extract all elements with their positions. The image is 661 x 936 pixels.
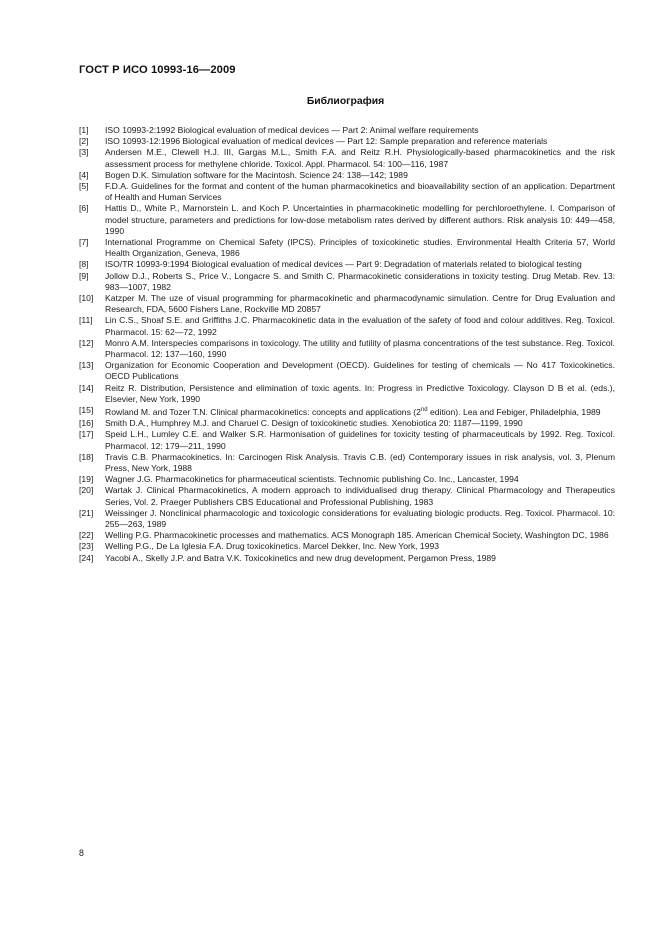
entry-text: Welling P.G. Pharmacokinetic processes and mathematics. ACS Monograph 185. American Chemical Society, Washington DC, 1986	[105, 530, 609, 541]
entry-text: Weissinger J. Nonclinical pharmacologic and toxicologic considerations for evaluating biologic products. Reg. Toxicol. Pharmacol. 10: 255—263, 1989	[105, 507, 615, 529]
bibliography-entry	[79, 203, 615, 237]
entry-text: Bogen D.K. Simulation software for the Macintosh. Science 24: 138—142; 1989	[105, 169, 408, 180]
entry-number: [7]	[79, 237, 89, 248]
entry-text: Reitz R. Distribution, Persistence and elimination of toxic agents. In: Progress in Predictive Toxicology. Clayson D B et al. (eds.), Elsevier, New York, 1990	[105, 382, 615, 404]
bibliography-list	[79, 125, 615, 564]
bibliography-entry	[79, 418, 615, 429]
bibliography-entry	[79, 452, 615, 474]
entry-number: [20]	[79, 485, 94, 496]
bibliography-entry	[79, 136, 615, 147]
entry-number: [11]	[79, 315, 93, 326]
bibliography-entry	[79, 147, 615, 169]
entry-text: Hattis D., White P., Marnorstein L. and Koch P. Uncertainties in pharmacokinetic modelling for perchloroethylene. I. Comparison of model structure, parameters and predictions for low-dose metabolism rates derived by different authors. Risk analysis 10: 449—458, 1990	[105, 203, 615, 236]
entry-text: Andersen M.E., Clewell H.J. III, Gargas M.L., Smith F.A. and Reitz R.H. Physiologically-based pharmacokinetics and the risk assessment process for methylene chloride. Toxicol. Appl. Pharmacol. 54: 100—116, 1987	[105, 147, 615, 169]
entry-number: [3]	[79, 147, 89, 158]
entry-text: Yacobi A., Skelly J.P. and Batra V.K. Toxicokinetics and new drug development, Pergamon Press, 1989	[105, 552, 496, 563]
bibliography-entry	[79, 508, 615, 530]
entry-number: [8]	[79, 259, 89, 270]
entry-text: Wartak J. Clinical Pharmacokinetics, A modern approach to individualised drug therapy. Clinical Pharmacology and Therapeutics Series, Vol. 2. Praeger Publishers CBS Educational and Professional Publishing, 1983	[105, 485, 615, 507]
bibliography-entry	[79, 553, 615, 564]
entry-text: Jollow D.J., Roberts S., Price V., Longacre S. and Smith C. Pharmacokinetic considerations in toxicity testing. Drug Metab. Rev. 13: 983—1007, 1982	[105, 270, 615, 292]
bibliography-entry	[79, 237, 615, 259]
entry-number: [10]	[79, 293, 94, 304]
bibliography-title: Библиография	[306, 96, 385, 107]
entry-number: [24]	[79, 552, 94, 563]
bibliography-entry	[79, 293, 615, 315]
entry-number: [2]	[79, 136, 89, 147]
entry-number: [18]	[79, 451, 94, 462]
bibliography-entry	[79, 405, 615, 418]
entry-text	[105, 405, 615, 418]
entry-number: [12]	[79, 337, 94, 348]
entry-number: [5]	[79, 181, 89, 192]
entry-number: [4]	[79, 169, 89, 180]
entry-text: Speid L.H., Lumley C.E. and Walker S.R. Harmonisation of guidelines for toxicity testing of pharmaceuticals by 1992. Reg. Toxicol. Pharmacol. 12: 179—211, 1990	[105, 429, 615, 451]
entry-text: Wagner J.G. Pharmacokinetics for pharmaceutical scientists. Technomic publishing Co. Inc., Lancaster, 1994	[105, 474, 519, 485]
bibliography-entry	[79, 360, 615, 382]
bibliography-entry	[79, 530, 615, 541]
entry-text-before-superscript: Rowland M. and Tozer T.N. Clinical pharmacokinetics: concepts and applications (2	[105, 406, 421, 417]
bibliography-entry	[79, 125, 615, 136]
entry-number: [16]	[79, 418, 94, 429]
entry-number: [6]	[79, 203, 89, 214]
entry-number: [22]	[79, 530, 94, 541]
entry-text: Welling P.G., De La Iglesia F.A. Drug toxicokinetics. Marcel Dekker, Inc. New York, 1993	[105, 541, 440, 552]
bibliography-entry	[79, 474, 615, 485]
bibliography-entry	[79, 383, 615, 405]
bibliography-entry	[79, 338, 615, 360]
entry-number: [1]	[79, 125, 89, 135]
entry-text: Lin C.S., Shoaf S.E. and Griffiths J.C. Pharmacokinetic data in the evaluation of the safety of food and colour additives. Reg. Toxicol. Pharmacol. 15: 62—72, 1992	[105, 315, 615, 337]
entry-number: [19]	[79, 474, 94, 485]
entry-text: Organization for Economic Cooperation and Development (OECD). Guidelines for testing of chemicals — No 417 Toxicokinetics. OECD Publications	[105, 360, 615, 382]
entry-number: [23]	[79, 541, 94, 552]
bibliography-entry	[79, 315, 615, 337]
entry-text: ISO 10993-12:1996 Biological evaluation of medical devices — Part 12: Sample preparation and reference materials	[105, 136, 548, 147]
entry-text: F.D.A. Guidelines for the format and content of the human pharmacokinetics and bioavailability section of an application. Department of Health and Human Services	[105, 181, 615, 203]
bibliography-entry	[79, 485, 615, 507]
standard-designation: ГОСТ Р ИСО 10993-16—2009	[79, 64, 236, 76]
entry-number: [13]	[79, 360, 94, 371]
entry-number: [17]	[79, 429, 94, 440]
entry-superscript: nd	[420, 407, 428, 414]
bibliography-entry	[79, 181, 615, 203]
bibliography-entry	[79, 271, 615, 293]
entry-text: Monro A.M. Interspecies comparisons in toxicology. The utility and futility of plasma concentrations of the test substance. Reg. Toxicol. Pharmacol. 12: 137—160, 1990	[105, 337, 615, 360]
entry-number: [21]	[79, 507, 94, 518]
entry-text: ISO/TR 10993-9:1994 Biological evaluation of medical devices — Part 9: Degradation of materials related to biological testing	[105, 259, 582, 270]
entry-number: [14]	[79, 382, 94, 393]
entry-text: Travis C.B. Pharmacokinetics. In: Carcinogen Risk Analysis. Travis C.B. (ed) Contemporary issues in risk analysis, vol. 3, Plenum Press, New York, 1988	[105, 451, 615, 473]
entry-number: [9]	[79, 270, 89, 281]
bibliography-entry	[79, 170, 615, 181]
entry-text: International Programme on Chemical Safety (IPCS). Principles of toxicokinetic studies. Environmental Health Criteria 57, World Health Organization, Geneva, 1986	[105, 237, 615, 259]
entry-text: ISO 10993-2:1992 Biological evaluation of medical devices — Part 2: Animal welfare requirements	[105, 125, 479, 135]
entry-number: [15]	[79, 405, 94, 416]
bibliography-entry	[79, 541, 615, 552]
page-number: 8	[79, 848, 84, 858]
entry-text-after-superscript: edition). Lea and Febiger, Philadelphia, 1989	[427, 406, 601, 417]
bibliography-entry	[79, 259, 615, 270]
bibliography-entry	[79, 429, 615, 451]
entry-text: Smith D.A., Humphrey M.J. and Charuel C. Design of toxicokinetic studies. Xenobiotica 20: 1187—1199, 1990	[105, 418, 523, 429]
entry-text: Katzper M. The uze of visual programming for pharmacokinetic and pharmacodynamic simulation. Centre for Drug Evaluation and Research, FDA, 5600 Fishers Lane, Rockville MD 20857	[105, 293, 615, 315]
